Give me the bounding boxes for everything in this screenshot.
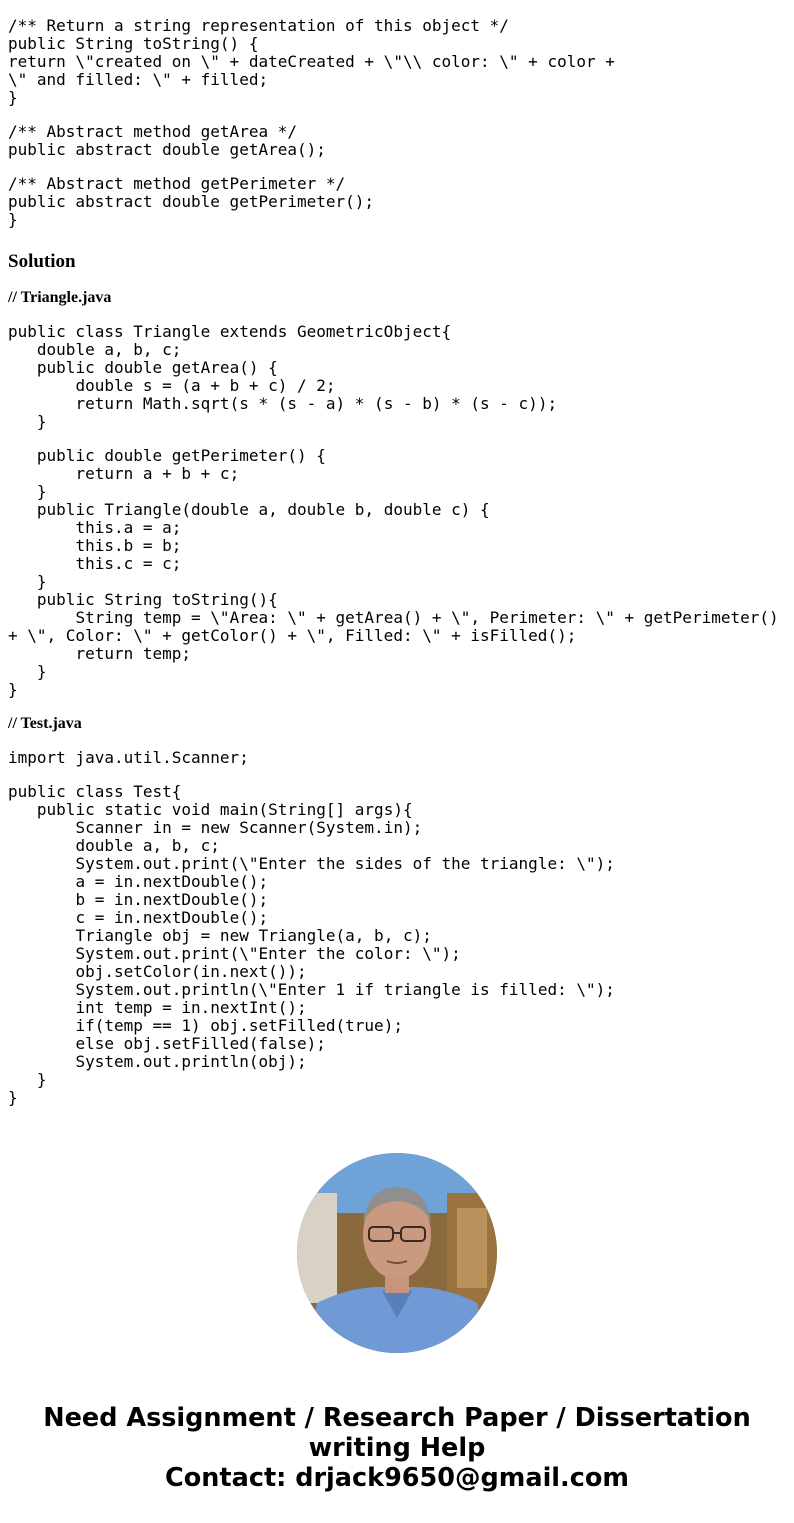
document-body xyxy=(8,0,788,1107)
triangle-code-part1: public class Triangle extends GeometricObject{ double a, b, c; public double getArea() { double s = (a + b + c) / 2; return Math.sqrt(s * (s - a) * (s - b) * (s - c)); } xyxy=(8,322,558,431)
test-file-heading: // Test.java xyxy=(8,715,82,732)
promo-banner xyxy=(0,1403,794,1493)
getarea-code-block: /** Abstract method getArea */ public abstract double getArea(); xyxy=(8,122,326,159)
promo-line-2: writing Help xyxy=(308,1433,486,1463)
triangle-code-part2: public double getPerimeter() { return a + b + c; } public Triangle(double a, double b, double c) { this.a = a; this.b = b; this.c = c; } public String toString(){ String temp = \"Area: \" + getArea() + \", Perimeter: \" + getPerimeter() + \", Color: \" + getColor() + \", Filled: \" + isFilled(); return temp; } } xyxy=(8,446,779,699)
author-avatar xyxy=(297,1153,497,1353)
promo-contact-line: Contact: drjack9650@gmail.com xyxy=(165,1463,629,1493)
test-code-block: public class Test{ public static void main(String[] args){ Scanner in = new Scanner(System.in); double a, b, c; System.out.print(\"Enter the sides of the triangle: \"); a = in.nextDouble(); b = in.nextDouble(); c = in.nextDouble(); Triangle obj = new Triangle(a, b, c); System.out.print(\"Enter the color: \"); obj.setColor(in.next()); System.out.println(\"Enter 1 if triangle is filled: \"); int temp = in.nextInt(); if(temp == 1) obj.setFilled(true); else obj.setFilled(false); System.out.println(obj); } } xyxy=(8,782,615,1107)
triangle-file-heading: // Triangle.java xyxy=(8,289,112,306)
getperimeter-code-block: /** Abstract method getPerimeter */ public abstract double getPerimeter(); } xyxy=(8,174,375,229)
promo-line-1: Need Assignment / Research Paper / Dissertation xyxy=(43,1403,751,1433)
solution-heading: Solution xyxy=(8,251,76,272)
tostring-code-block: /** Return a string representation of this object */ public String toString() { return \"created on \" + dateCreated + \"\\ color: \" + color + \" and filled: \" + filled; } xyxy=(8,16,615,107)
test-import-line: import java.util.Scanner; xyxy=(8,748,249,767)
author-portrait-image xyxy=(297,1153,497,1353)
